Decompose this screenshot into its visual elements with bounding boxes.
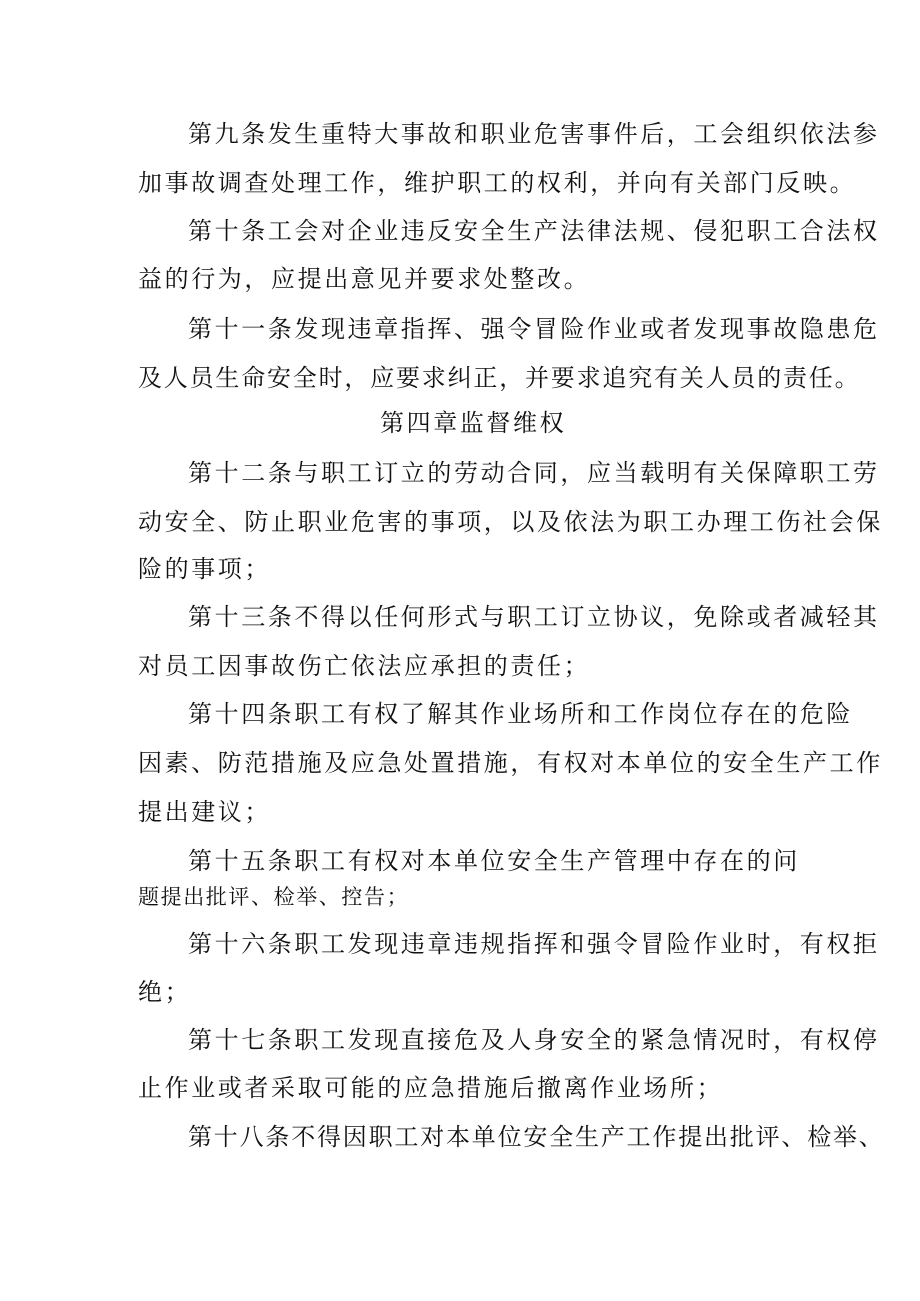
article-12-line-2: 动安全、防止职业危害的事项，以及依法为职工办理工伤社会保 xyxy=(138,508,883,536)
article-17-line-2: 止作业或者采取可能的应急措施后撤离作业场所； xyxy=(138,1074,724,1102)
article-10-line-1: 第十条工会对企业违反安全生产法律法规、侵犯职工合法权 xyxy=(188,217,880,245)
article-9-line-1: 第九条发生重特大事故和职业危害事件后，工会组织依法参 xyxy=(188,120,880,148)
article-14-line-2: 因素、防范措施及应急处置措施，有权对本单位的安全生产工作 xyxy=(138,749,883,777)
article-14-line-1: 第十四条职工有权了解其作业场所和工作岗位存在的危险 xyxy=(188,700,853,728)
article-14-line-3: 提出建议； xyxy=(138,798,271,826)
article-15-line-2: 题提出批评、检举、控告； xyxy=(138,885,410,909)
article-16-line-1: 第十六条职工发现违章违规指挥和强令冒险作业时，有权拒 xyxy=(188,930,880,958)
article-17-line-1: 第十七条职工发现直接危及人身安全的紧急情况时，有权停 xyxy=(188,1026,880,1054)
chapter-4-title: 第四章监督维权 xyxy=(380,409,567,437)
article-12-line-3: 险的事项； xyxy=(138,555,271,583)
article-10-line-2: 益的行为，应提出意见并要求处整改。 xyxy=(138,265,591,293)
article-11-line-1: 第十一条发现违章指挥、强令冒险作业或者发现事故隐患危 xyxy=(188,315,880,343)
article-9-line-2: 加事故调查处理工作，维护职工的权利，并向有关部门反映。 xyxy=(138,169,857,197)
article-15-line-1: 第十五条职工有权对本单位安全生产管理中存在的问 xyxy=(188,847,800,875)
article-13-line-2: 对员工因事故伤亡依法应承担的责任； xyxy=(138,652,591,680)
article-16-line-2: 绝； xyxy=(138,978,192,1006)
article-18-line-1: 第十八条不得因职工对本单位安全生产工作提出批评、检举、 xyxy=(188,1123,885,1151)
article-13-line-1: 第十三条不得以任何形式与职工订立协议，免除或者减轻其 xyxy=(188,603,880,631)
article-12-line-1: 第十二条与职工订立的劳动合同，应当载明有关保障职工劳 xyxy=(188,459,880,487)
article-11-line-2: 及人员生命安全时，应要求纠正，并要求追究有关人员的责任。 xyxy=(138,364,861,392)
